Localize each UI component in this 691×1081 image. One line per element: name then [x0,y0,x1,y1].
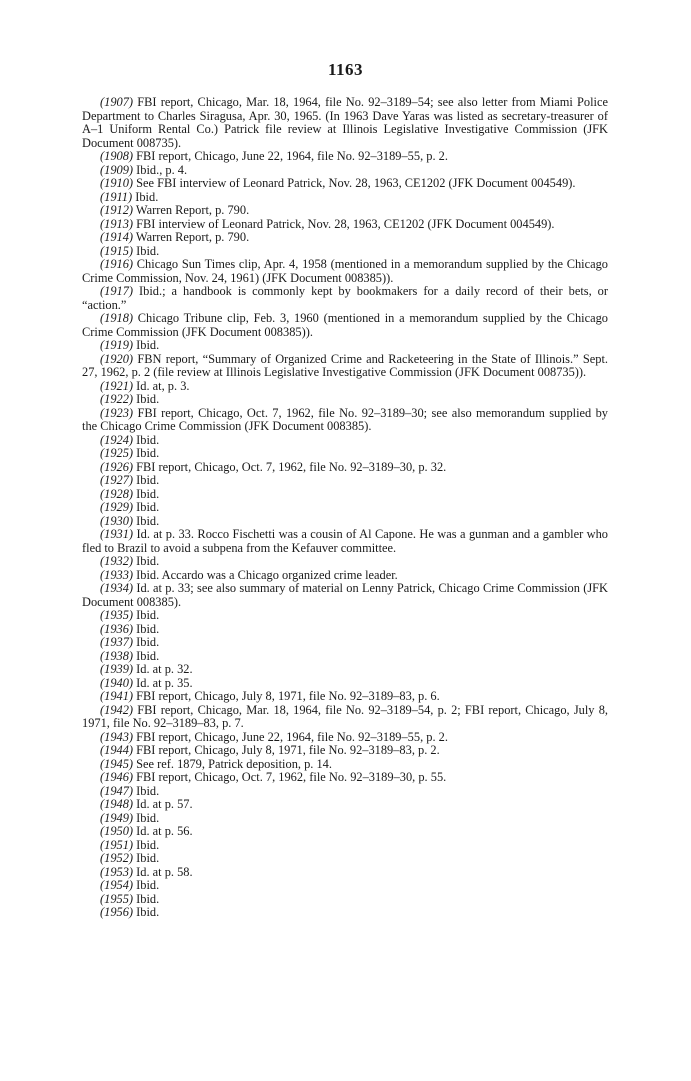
endnote-text: Id. at p. 32. [136,662,193,676]
endnote-number: (1916) [100,257,134,271]
endnote [82,218,608,232]
endnote [82,164,608,178]
endnote [82,893,608,907]
endnote-text: Ibid.; a handbook is commonly kept by bookmakers for a daily record of their bets, or “action.” [82,284,608,312]
endnote-number: (1912) [100,203,134,217]
endnote [82,609,608,623]
endnote [82,636,608,650]
endnote-text: Ibid. [136,446,160,460]
endnote-number: (1953) [100,864,134,879]
endnote-number: (1948) [100,797,134,811]
endnote-text: Id. at p. 33. Rocco Fischetti was a cousin of Al Capone. He was a gunman and a gambler who fled to Brazil to avoid a subpena from the Kefauver committee. [82,527,608,555]
endnote-text: FBI report, Chicago, Mar. 18, 1964, file No. 92–3189–54, p. 2; FBI report, Chicago, July 8, 1971, file No. 92–3189–83, p. 7. [82,702,608,730]
endnote-number: (1946) [100,770,134,784]
endnotes-list [82,96,608,920]
endnote-text: Ibid. [136,513,160,528]
endnote [82,704,608,731]
endnote [82,245,608,259]
endnote-number: (1936) [100,621,134,636]
endnote [82,758,608,772]
endnote [82,555,608,569]
endnote-number: (1944) [100,743,134,757]
endnote [82,474,608,488]
endnote-text: FBI report, Chicago, June 22, 1964, file No. 92–3189–55, p. 2. [136,729,448,744]
endnote-text: Ibid. [136,392,160,406]
endnote [82,204,608,218]
endnote [82,785,608,799]
endnote [82,96,608,150]
endnote [82,258,608,285]
endnote-text: FBI report, Chicago, Oct. 7, 1962, file No. 92–3189–30; see also memorandum supplied by the Chicago Crime Commission (JFK Document 008385). [82,405,608,433]
endnote [82,312,608,339]
endnote [82,447,608,461]
endnote-text: Ibid. [136,554,160,568]
endnote [82,812,608,826]
endnote-number: (1935) [100,608,134,622]
endnote [82,690,608,704]
endnote-text: Ibid. [136,243,160,258]
endnote [82,866,608,880]
endnote-number: (1938) [100,648,134,663]
endnote-number: (1915) [100,243,134,258]
endnote-number: (1926) [100,459,134,474]
endnote [82,582,608,609]
endnote-number: (1920) [100,351,134,366]
endnote-text: FBI report, Chicago, Mar. 18, 1964, file No. 92–3189–54; see also letter from Miami Police Department to Charles Siragusa, Apr. 30, 1965. (In 1963 Dave Yaras was listed as secretary-treasurer of A–1 Uniform Rental Co.) Patrick file review at Illinois Legislative Investigative Commission (JFK Document 008735). [82,95,608,150]
endnote-number: (1941) [100,689,134,703]
endnote-text: Ibid. [135,189,159,204]
endnote-text: Ibid. [136,473,160,487]
endnote-number: (1932) [100,554,134,568]
endnote-text: Chicago Sun Times clip, Apr. 4, 1958 (mentioned in a memorandum supplied by the Chicago Crime Commission, Nov. 24, 1961) (JFK Document 008385)). [82,257,608,285]
endnote-number: (1934) [100,581,134,595]
endnote-text: Ibid. [136,500,160,514]
endnote-text: Ibid. Accardo was a Chicago organized crime leader. [136,567,398,582]
endnote-text: Ibid. [136,837,160,852]
endnote [82,488,608,502]
endnote-number: (1923) [100,405,134,420]
endnote-number: (1929) [100,500,134,514]
endnote-number: (1931) [100,527,134,541]
endnote-number: (1942) [100,702,134,717]
endnote-text: FBI report, Chicago, July 8, 1971, file No. 92–3189–83, p. 2. [136,743,440,757]
endnote [82,407,608,434]
endnote-text: Id. at p. 33; see also summary of material on Lenny Patrick, Chicago Crime Commission (JFK Document 008385). [82,581,608,609]
endnote-text: Ibid. [136,851,160,865]
endnote [82,677,608,691]
endnote-number: (1918) [100,311,134,325]
endnote-text: Ibid. [136,635,160,649]
endnote-text: Ibid. [136,783,160,798]
endnote [82,515,608,529]
endnote-text: Ibid. [136,878,160,892]
endnote-number: (1955) [100,891,134,906]
endnote [82,393,608,407]
endnote [82,771,608,785]
endnote-text: FBI interview of Leonard Patrick, Nov. 28, 1963, CE1202 (JFK Document 004549). [136,216,555,231]
endnote [82,528,608,555]
endnote-number: (1939) [100,662,134,676]
endnote [82,461,608,475]
endnote [82,231,608,245]
endnote-text: Id. at, p. 3. [136,378,190,393]
endnote-text: Ibid. [136,905,160,919]
endnote-number: (1913) [100,216,134,231]
endnote-number: (1940) [100,675,134,690]
endnote-number: (1954) [100,878,134,892]
endnote-text: Ibid., p. 4. [136,162,188,177]
endnote-text: FBI report, Chicago, June 22, 1964, file No. 92–3189–55, p. 2. [136,149,448,163]
endnote-text: Ibid. [136,891,160,906]
endnote-number: (1917) [100,284,134,298]
endnote-text: Id. at p. 35. [136,675,193,690]
endnote-text: Ibid. [136,648,160,663]
endnote [82,879,608,893]
endnote-number: (1950) [100,824,134,838]
endnote-number: (1908) [100,149,134,163]
endnote [82,906,608,920]
endnote-text: Id. at p. 56. [136,824,193,838]
endnote [82,839,608,853]
endnote-number: (1928) [100,486,134,501]
endnote-number: (1911) [100,189,133,204]
endnote-text: FBN report, “Summary of Organized Crime and Racketeering in the State of Illinois.” Sept. 27, 1962, p. 2 (file review at Illinois Legislative Investigative Commission (JFK Document 008735)). [82,351,608,379]
endnote-number: (1956) [100,905,134,919]
endnote [82,177,608,191]
endnote-number: (1922) [100,392,134,406]
endnote-text: Ibid. [136,338,160,352]
endnote-text: Id. at p. 57. [136,797,193,811]
endnote [82,353,608,380]
endnote [82,825,608,839]
endnote [82,285,608,312]
endnote-number: (1909) [100,162,134,177]
endnote [82,191,608,205]
page-number: 1163 [327,60,364,79]
endnote-text: Warren Report, p. 790. [135,203,250,217]
endnote [82,650,608,664]
endnote [82,150,608,164]
endnote-text: Ibid. [136,810,160,825]
endnote-number: (1951) [100,837,134,852]
endnote-number: (1919) [100,338,134,352]
endnote-text: FBI report, Chicago, Oct. 7, 1962, file No. 92–3189–30, p. 55. [136,770,447,784]
endnote-number: (1949) [100,810,134,825]
endnote-number: (1947) [100,783,134,798]
endnote [82,744,608,758]
endnote-text: Ibid. [136,621,160,636]
endnote-number: (1937) [100,635,134,649]
endnote-text: See FBI interview of Leonard Patrick, Nov. 28, 1963, CE1202 (JFK Document 004549). [136,176,576,190]
endnote [82,663,608,677]
endnote-text: Ibid. [136,608,160,622]
endnote-number: (1925) [100,446,134,460]
endnote-text: Ibid. [136,486,160,501]
endnote-text: FBI report, Chicago, July 8, 1971, file No. 92–3189–83, p. 6. [136,689,440,703]
endnote-text: Id. at p. 58. [136,864,193,879]
endnote-number: (1914) [100,230,134,244]
endnote-number: (1933) [100,567,134,582]
endnote [82,798,608,812]
endnote [82,434,608,448]
endnote-text: Warren Report, p. 790. [135,230,250,244]
endnote-number: (1921) [100,378,134,393]
endnote [82,339,608,353]
endnote-number: (1930) [100,513,134,528]
endnote-text: See ref. 1879, Patrick deposition, p. 14. [136,756,332,771]
endnote [82,623,608,637]
endnote-number: (1943) [100,729,134,744]
endnote-text: Ibid. [136,432,160,447]
endnote [82,569,608,583]
endnote [82,731,608,745]
endnote [82,501,608,515]
endnote [82,852,608,866]
endnote-number: (1945) [100,756,134,771]
endnote-number: (1952) [100,851,134,865]
endnote-number: (1910) [100,176,134,190]
endnote [82,380,608,394]
endnote-number: (1927) [100,473,134,487]
endnote-text: FBI report, Chicago, Oct. 7, 1962, file No. 92–3189–30, p. 32. [136,459,447,474]
endnote-number: (1907) [100,95,134,109]
endnote-number: (1924) [100,432,134,447]
endnote-text: Chicago Tribune clip, Feb. 3, 1960 (mentioned in a memorandum supplied by the Chicago Crime Commission (JFK Document 008385)). [82,311,608,339]
